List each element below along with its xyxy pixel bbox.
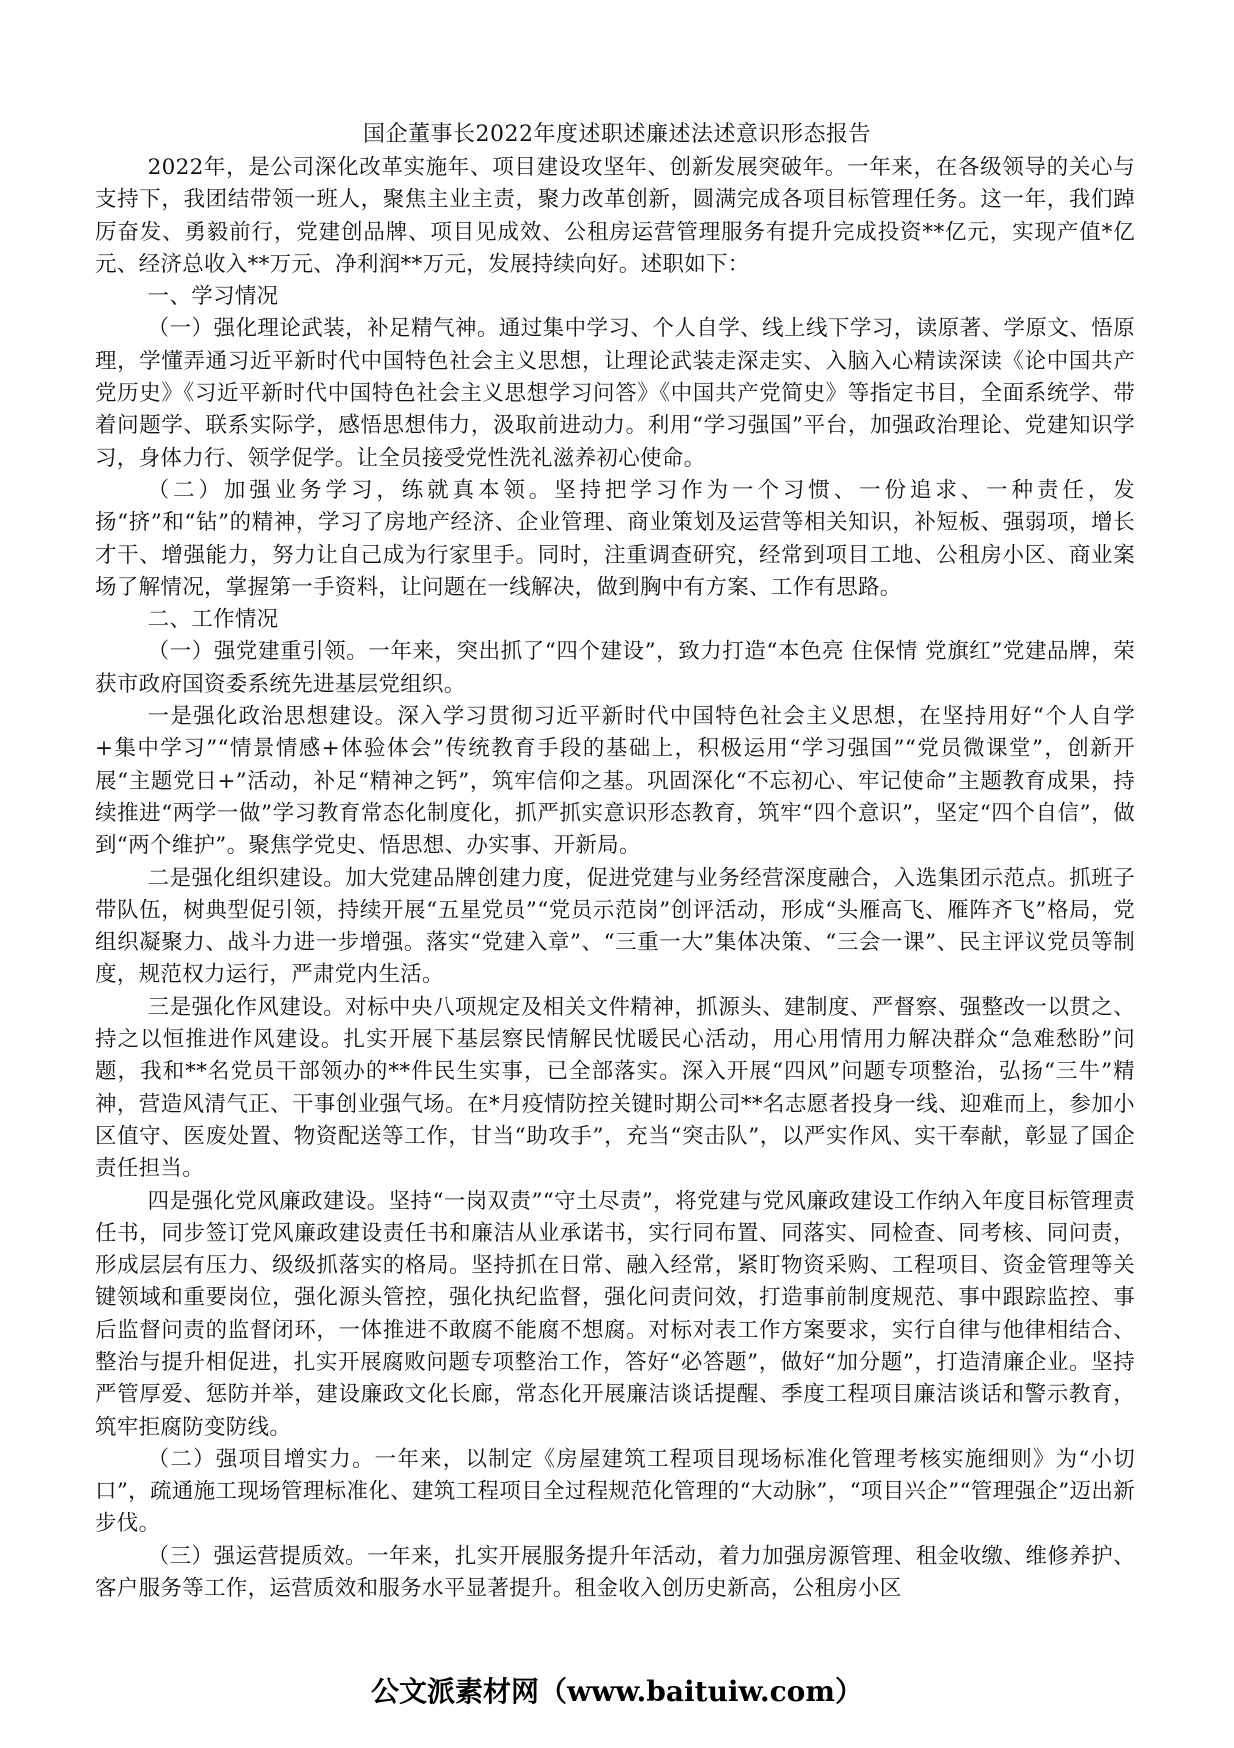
paragraph-integrity-building: 四是强化党风廉政建设。坚持“一岗双责”“守土尽责”，将党建与党风廉政建设工作纳入年度目标管理责任书，同步签订党风廉政建设责任书和廉洁从业承诺书，实行同布置、同落实、同检查、同考核、同问责，形成层层有压力、级级抓落实的格局。坚持抓在日常、融入经常，紧盯物资采购、工程项目、资金管理等关键领域和重要岗位，强化源头管控，强化执纪监督，强化问责问效，打造事前制度规范、事中跟踪监控、事后监督问责的监督闭环，一体推进不敢腐不能腐不想腐。对标对表工作方案要求，实行自律与他律相结合、整治与提升相促进，扎实开展腐败问题专项整治工作，答好“必答题”，做好“加分题”，打造清廉企业。坚持严管厚爱、惩防并举，建设廉政文化长廊，常态化开展廉洁谈话提醒、季度工程项目廉洁谈话和警示教育，筑牢拒腐防变防线。 [95, 1188, 1135, 1440]
paragraph-intro: 2022年，是公司深化改革实施年、项目建设攻坚年、创新发展突破年。一年来，在各级领导的关心与支持下，我团结带领一班人，聚焦主业主责，聚力改革创新，圆满完成各项目标管理任务。这一年，我们踔厉奋发、勇毅前行，党建创品牌、项目见成效、公租房运营管理服务有提升完成投资**亿元，实现产值*亿元、经济总收入**万元、净利润**万元，发展持续向好。述职如下： [95, 155, 1135, 277]
document-title: 国企董事长2022年度述职述廉述法述意识形态报告 [363, 122, 871, 147]
paragraph-party-building: （一）强党建重引领。一年来，突出抓了“四个建设”，致力打造“本色亮 住保情 党旗红”党建品牌，荣获市政府国资委系统先进基层党组织。 [95, 639, 1135, 697]
document-body [95, 152, 1135, 1605]
footer-watermark: 公文派素材网（www.baituiw.com） [371, 1675, 863, 1708]
paragraph-theory-study: （一）强化理论武装，补足精气神。通过集中学习、个人自学、线上线下学习，读原著、学原文、悟原理，学懂弄通习近平新时代中国特色社会主义思想，让理论武装走深走实、入脑入心精读深读《论中国共产党历史》《习近平新时代中国特色社会主义思想学习问答》《中国共产党简史》等指定书目，全面系统学、带着问题学、联系实际学，感悟思想伟力，汲取前进动力。利用“学习强国”平台，加强政治理论、党建知识学习，身体力行、领学促学。让全员接受党性洗礼滋养初心使命。 [95, 316, 1135, 471]
paragraph-organization-building: 二是强化组织建设。加大党建品牌创建力度，促进党建与业务经营深度融合，入选集团示范点。抓班子带队伍，树典型促引领，持续开展“五星党员”“党员示范岗”创评活动，形成“头雁高飞、雁阵齐飞”格局，党组织凝聚力、战斗力进一步增强。落实“党建入章”、“三重一大”集体决策、“三会一课”、民主评议党员等制度，规范权力运行，严肃党内生活。 [95, 865, 1135, 988]
paragraph-style-building: 三是强化作风建设。对标中央八项规定及相关文件精神，抓源头、建制度、严督察、强整改一以贯之、持之以恒推进作风建设。扎实开展下基层察民情解民忧暖民心活动，用心用情用力解决群众“急难愁盼”问题，我和**名党员干部领办的**件民生实事，已全部落实。深入开展“四风”问题专项整治，弘扬“三牛”精神，营造风清气正、干事创业强气场。在*月疫情防控关键时期公司**名志愿者投身一线、迎难而上，参加小区值守、医废处置、物资配送等工作，甘当“助攻手”，充当“突击队”，以严实作风、实干奉献，彰显了国企责任担当。 [95, 994, 1135, 1182]
paragraph-operation-quality: （三）强运营提质效。一年来，扎实开展服务提升年活动，着力加强房源管理、租金收缴、维修养护、客户服务等工作，运营质效和服务水平显著提升。租金收入创历史新高，公租房小区 [95, 1543, 1135, 1602]
paragraph-project-strength: （二）强项目增实力。一年来，以制定《房屋建筑工程项目现场标准化管理考核实施细则》为“小切口”，疏通施工现场管理标准化、建筑工程项目全过程规范化管理的“大动脉”，“项目兴企”“管理强企”迈出新步伐。 [95, 1446, 1135, 1537]
section-heading-study: 一、学习情况 [147, 284, 279, 310]
section-heading-work: 二、工作情况 [147, 607, 279, 633]
paragraph-political-building: 一是强化政治思想建设。深入学习贯彻习近平新时代中国特色社会主义思想，在坚持用好“个人自学+集中学习”“情景情感+体验体会”传统教育手段的基础上，积极运用“学习强国”“党员微课堂”，创新开展“主题党日+”活动，补足“精神之钙”，筑牢信仰之基。巩固深化“不忘初心、牢记使命”主题教育成果，持续推进“两学一做”学习教育常态化制度化，抓严抓实意识形态教育，筑牢“四个意识”，坚定“四个自信”，做到“两个维护”。聚焦学党史、悟思想、办实事、开新局。 [95, 704, 1135, 859]
paragraph-business-study: （二）加强业务学习，练就真本领。坚持把学习作为一个习惯、一份追求、一种责任，发扬“挤”和“钻”的精神，学习了房地产经济、企业管理、商业策划及运营等相关知识，补短板、强弱项，增长才干、增强能力，努力让自己成为行家里手。同时，注重调查研究，经常到项目工地、公租房小区、商业案场了解情况，掌握第一手资料，让问题在一线解决，做到胸中有方案、工作有思路。 [95, 477, 1135, 600]
